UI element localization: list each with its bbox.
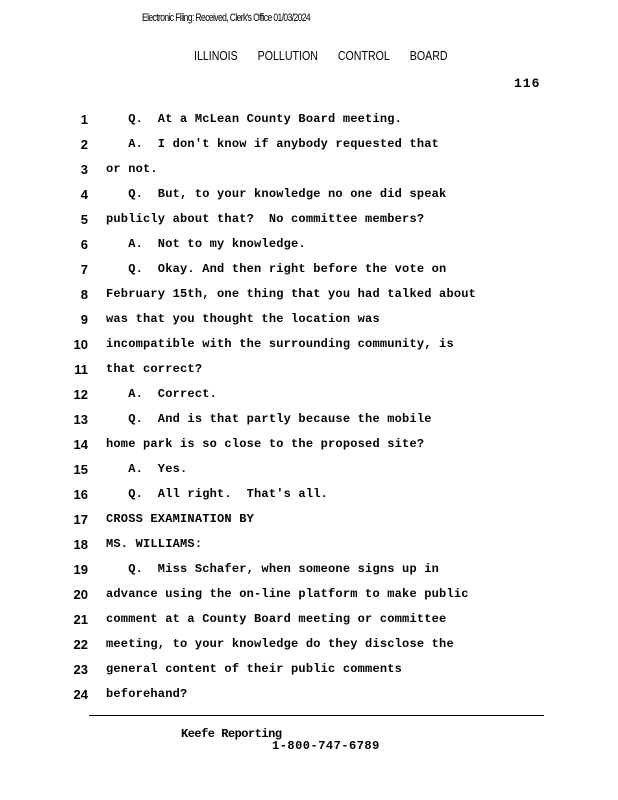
line-number: 23 bbox=[73, 662, 88, 677]
line-text: publicly about that? No committee members? bbox=[106, 212, 425, 226]
header-word: ILLINOIS bbox=[194, 49, 238, 63]
line-number: 19 bbox=[73, 562, 88, 577]
line-number: 11 bbox=[74, 362, 88, 377]
line-number: 12 bbox=[73, 387, 88, 402]
line-text: A. I don't know if anybody requested that bbox=[106, 137, 440, 151]
line-number: 20 bbox=[73, 587, 88, 602]
line-number: 7 bbox=[80, 262, 88, 277]
header-word: CONTROL bbox=[337, 49, 390, 63]
line-text: February 15th, one thing that you had talked about bbox=[106, 287, 477, 301]
line-number: 2 bbox=[80, 137, 88, 152]
line-text: general content of their public comments bbox=[106, 662, 403, 676]
line-number: 24 bbox=[73, 687, 88, 702]
footer-divider bbox=[89, 715, 544, 716]
line-text: comment at a County Board meeting or committee bbox=[106, 612, 447, 626]
line-text: or not. bbox=[106, 162, 158, 176]
line-text: Q. But, to your knowledge no one did speak bbox=[106, 187, 447, 201]
line-number: 16 bbox=[73, 487, 88, 502]
header-word: BOARD bbox=[409, 49, 448, 63]
line-number: 22 bbox=[73, 637, 88, 652]
header-word: POLLUTION bbox=[257, 49, 318, 63]
line-number: 10 bbox=[73, 337, 88, 352]
line-text: home park is so close to the proposed site? bbox=[106, 437, 425, 451]
line-text: advance using the on-line platform to make public bbox=[106, 587, 469, 601]
reporter-phone: 1-800-747-6789 bbox=[272, 739, 380, 753]
line-number: 13 bbox=[73, 412, 88, 427]
line-text: meeting, to your knowledge do they disclose the bbox=[106, 637, 454, 651]
line-text: A. Not to my knowledge. bbox=[106, 237, 306, 251]
line-text: Q. At a McLean County Board meeting. bbox=[106, 112, 403, 126]
line-number: 8 bbox=[80, 287, 88, 302]
line-text: incompatible with the surrounding community, is bbox=[106, 337, 454, 351]
page-header bbox=[194, 49, 465, 63]
line-text: CROSS EXAMINATION BY bbox=[106, 512, 255, 526]
line-text: A. Yes. bbox=[106, 462, 188, 476]
line-number: 3 bbox=[80, 162, 88, 177]
line-number: 1 bbox=[80, 112, 88, 127]
page-number: 116 bbox=[514, 76, 541, 91]
line-text: Q. All right. That's all. bbox=[106, 487, 329, 501]
line-text: Q. And is that partly because the mobile bbox=[106, 412, 432, 426]
reporter-name: Keefe Reporting bbox=[181, 727, 282, 741]
line-text: beforehand? bbox=[106, 687, 188, 701]
line-number: 5 bbox=[80, 212, 88, 227]
line-number: 6 bbox=[80, 237, 88, 252]
line-number: 14 bbox=[73, 437, 88, 452]
line-text: MS. WILLIAMS: bbox=[106, 537, 203, 551]
line-text: A. Correct. bbox=[106, 387, 218, 401]
line-number: 9 bbox=[80, 312, 88, 327]
line-text: was that you thought the location was bbox=[106, 312, 380, 326]
line-text: Q. Miss Schafer, when someone signs up in bbox=[106, 562, 440, 576]
line-text: Q. Okay. And then right before the vote on bbox=[106, 262, 447, 276]
line-number: 4 bbox=[80, 187, 88, 202]
filing-stamp: Electronic Filing: Received, Clerk's Office 01/03/2024 bbox=[142, 12, 311, 24]
line-text: that correct? bbox=[106, 362, 203, 376]
line-number: 15 bbox=[73, 462, 88, 477]
line-number: 21 bbox=[73, 612, 88, 627]
line-number: 17 bbox=[73, 512, 88, 527]
line-number: 18 bbox=[73, 537, 88, 552]
